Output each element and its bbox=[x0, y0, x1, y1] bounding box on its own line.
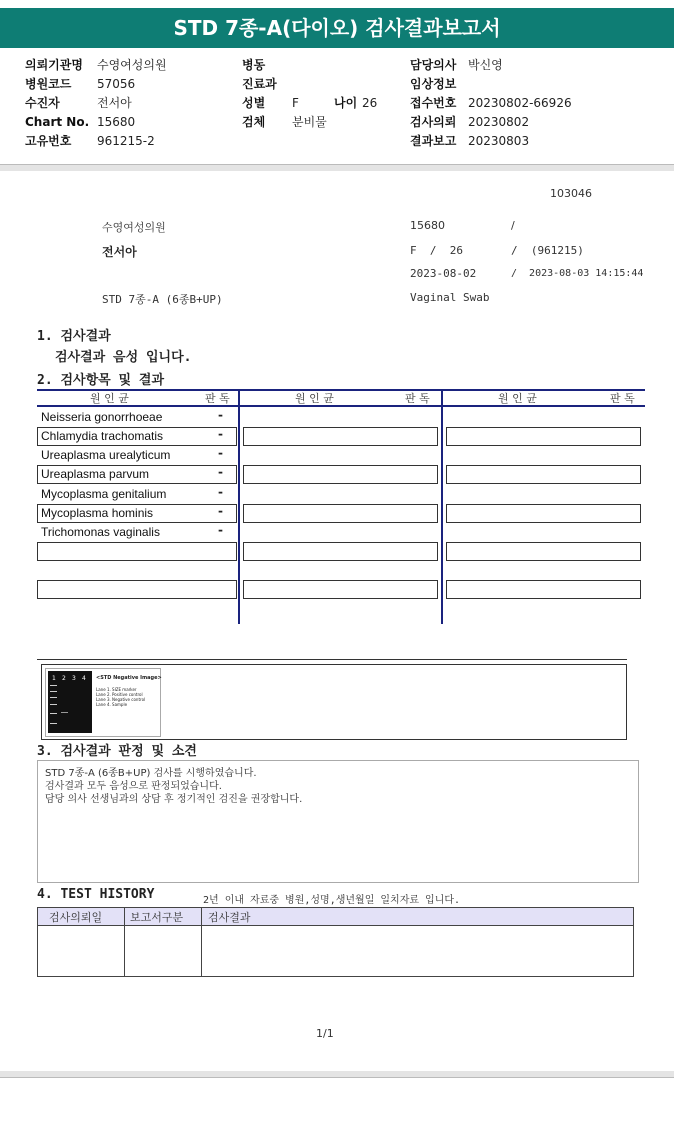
row-box bbox=[37, 580, 237, 599]
field-value: 박신영 bbox=[468, 58, 503, 72]
gel-band bbox=[61, 712, 68, 713]
field-value: 20230802-66926 bbox=[468, 96, 572, 110]
summary-sex-age: F / 26 bbox=[410, 244, 463, 257]
history-note: 2년 이내 자료중 병원,성명,생년월일 일치자료 입니다. bbox=[203, 895, 461, 906]
header-row bbox=[410, 75, 650, 94]
summary-test: STD 7종-A (6종B+UP) bbox=[102, 293, 223, 306]
row-box bbox=[446, 542, 641, 561]
gel-band bbox=[50, 713, 57, 714]
summary-reported: / 2023-08-03 14:15:44 bbox=[511, 268, 644, 279]
header-col3 bbox=[410, 56, 650, 151]
gel-legend-item: Lane 1. SIZE marker bbox=[96, 687, 137, 692]
organism-name: Neisseria gonorrhoeae bbox=[41, 410, 163, 424]
header-row bbox=[410, 132, 650, 151]
field-label: 수진자 bbox=[25, 96, 60, 110]
gel-legend-item: Lane 3. Negative control bbox=[96, 697, 146, 702]
header-row bbox=[25, 56, 225, 75]
field-value: 분비물 bbox=[292, 115, 327, 129]
row-box bbox=[446, 427, 641, 446]
summary-specimen: Vaginal Swab bbox=[410, 291, 490, 304]
field-value: 전서아 bbox=[97, 96, 132, 110]
field-label: 의뢰기관명 bbox=[25, 58, 83, 72]
opinion-line: 검사결과 모두 음성으로 판정되었습니다. bbox=[45, 781, 222, 792]
row-box bbox=[243, 542, 438, 561]
row-box bbox=[446, 465, 641, 484]
gel-title: <STD Negative Image> bbox=[96, 675, 162, 681]
organism-result: - bbox=[218, 446, 223, 460]
gel-divider bbox=[37, 659, 627, 660]
field-label: 임상정보 bbox=[410, 77, 457, 91]
gel-band bbox=[50, 723, 57, 724]
organism-name: Chlamydia trachomatis bbox=[41, 429, 164, 443]
header-row bbox=[242, 75, 402, 94]
row-box bbox=[243, 580, 438, 599]
opinion-line: 담당 의사 선생님과의 상담 후 정기적인 검진을 권장합니다. bbox=[45, 794, 303, 805]
header-col2 bbox=[242, 56, 402, 132]
history-header-row bbox=[37, 907, 634, 926]
field-value: 15680 bbox=[97, 115, 136, 129]
field-value: F bbox=[292, 96, 299, 110]
lane-label: 3 bbox=[72, 675, 76, 682]
gel-legend-item: Lane 4. Sample bbox=[96, 702, 128, 707]
lane-label: 4 bbox=[82, 675, 86, 682]
report-title: STD 7종-A(다이오) 검사결과보고서 bbox=[0, 8, 674, 48]
organism-result: - bbox=[218, 427, 223, 441]
header-row bbox=[242, 113, 402, 132]
gel-legend-item: Lane 2. Positive control bbox=[96, 692, 143, 697]
header-row bbox=[410, 113, 650, 132]
field-label: 병동 bbox=[242, 58, 266, 72]
col-organism-header: 원 인 균 bbox=[295, 392, 334, 405]
lane-label: 2 bbox=[62, 675, 66, 682]
header-gray-bar bbox=[0, 165, 674, 171]
row-box bbox=[243, 504, 438, 523]
col-organism-header: 원 인 균 bbox=[90, 392, 129, 405]
page-number: 1/1 bbox=[316, 1027, 334, 1040]
history-col-header: 검사의뢰일 bbox=[49, 911, 103, 924]
section2-title: 2. 검사항목 및 결과 bbox=[37, 373, 165, 388]
summary-chart: 15680 bbox=[410, 219, 445, 232]
opinion-line: STD 7종-A (6종B+UP) 검사를 시행하였습니다. bbox=[45, 768, 257, 779]
header-row bbox=[242, 94, 402, 113]
header-row bbox=[410, 56, 650, 75]
field-label: 병원코드 bbox=[25, 77, 72, 91]
gel-band bbox=[50, 697, 57, 698]
field-value: 961215-2 bbox=[97, 134, 155, 148]
organism-result: - bbox=[218, 408, 223, 422]
summary-received: 2023-08-02 bbox=[410, 267, 477, 280]
organism-name: Ureaplasma urealyticum bbox=[41, 448, 171, 462]
section3-title: 3. 검사결과 판정 및 소견 bbox=[37, 744, 197, 759]
field-label: 검체 bbox=[242, 115, 266, 129]
age-value: 26 bbox=[362, 96, 378, 110]
header-row bbox=[25, 132, 225, 151]
header-row bbox=[25, 113, 225, 132]
gel-band bbox=[50, 704, 57, 705]
field-value: 20230802 bbox=[468, 115, 530, 129]
row-box bbox=[37, 542, 237, 561]
organism-name: Trichomonas vaginalis bbox=[41, 525, 160, 539]
organism-result: - bbox=[218, 485, 223, 499]
gel-thumbnail bbox=[45, 668, 161, 737]
col-result-header: 판 독 bbox=[205, 392, 230, 405]
field-label: 접수번호 bbox=[410, 96, 457, 110]
footer-divider bbox=[0, 1077, 674, 1078]
header-row bbox=[410, 94, 650, 113]
organism-name: Mycoplasma genitalium bbox=[41, 487, 167, 501]
age-label: 나이 bbox=[334, 96, 358, 110]
field-label: 검사의뢰 bbox=[410, 115, 457, 129]
field-value: 20230803 bbox=[468, 134, 530, 148]
field-label: 진료과 bbox=[242, 77, 277, 91]
gel-bands bbox=[48, 671, 92, 733]
row-box bbox=[243, 465, 438, 484]
field-value: 수영여성의원 bbox=[97, 58, 167, 72]
header-row bbox=[242, 56, 402, 75]
header-col1 bbox=[25, 56, 225, 151]
section1-result: 검사결과 음성 입니다. bbox=[55, 350, 192, 365]
field-label: 결과보고 bbox=[410, 134, 457, 148]
history-col-divider bbox=[124, 907, 125, 977]
summary-clinic: 수영여성의원 bbox=[102, 222, 166, 234]
col-result-header: 판 독 bbox=[610, 392, 635, 405]
organism-name: Mycoplasma hominis bbox=[41, 506, 154, 520]
summary-birth: / (961215) bbox=[511, 244, 584, 257]
field-label: 담당의사 bbox=[410, 58, 457, 72]
column-divider bbox=[441, 389, 443, 624]
history-col-header: 보고서구분 bbox=[130, 911, 184, 924]
column-divider bbox=[238, 389, 240, 624]
history-col-divider bbox=[201, 907, 202, 977]
summary-name: 전서아 bbox=[102, 245, 137, 259]
section4-title: 4. TEST HISTORY bbox=[37, 887, 155, 902]
col-result-header: 판 독 bbox=[405, 392, 430, 405]
row-box bbox=[243, 427, 438, 446]
organism-result: - bbox=[218, 504, 223, 518]
row-box bbox=[446, 504, 641, 523]
field-value: 57056 bbox=[97, 77, 136, 91]
col-organism-header: 원 인 균 bbox=[498, 392, 537, 405]
field-label: 성별 bbox=[242, 96, 266, 110]
field-label: Chart No. bbox=[25, 115, 90, 129]
history-col-header: 검사결과 bbox=[208, 911, 251, 924]
organism-result: - bbox=[218, 523, 223, 537]
summary-slash: / bbox=[511, 219, 515, 232]
field-label: 고유번호 bbox=[25, 134, 72, 148]
header-row bbox=[25, 75, 225, 94]
organism-name: Ureaplasma parvum bbox=[41, 467, 150, 481]
header-row bbox=[25, 94, 225, 113]
row-box bbox=[446, 580, 641, 599]
organism-result: - bbox=[218, 465, 223, 479]
gel-image bbox=[48, 671, 92, 733]
section1-title: 1. 검사결과 bbox=[37, 329, 111, 344]
gel-band bbox=[50, 685, 57, 686]
gel-band bbox=[50, 691, 57, 692]
report-code: 103046 bbox=[550, 187, 592, 200]
lane-label: 1 bbox=[52, 675, 56, 682]
